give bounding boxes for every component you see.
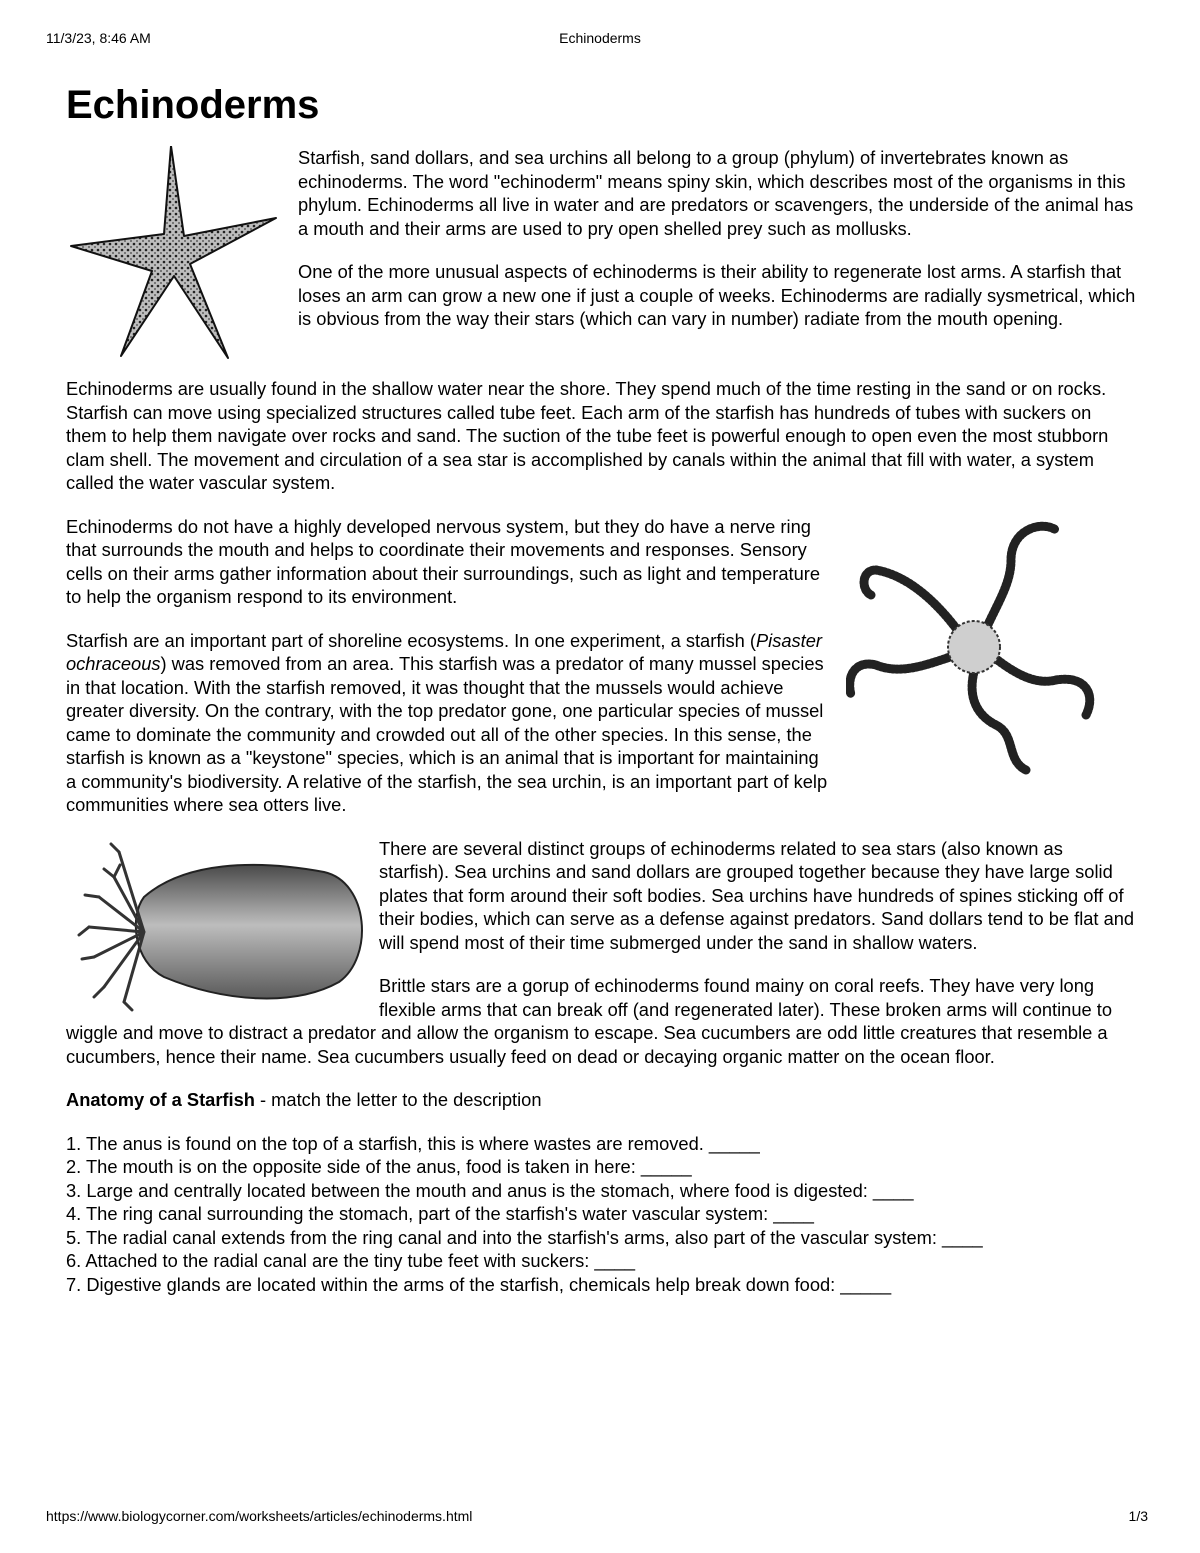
anatomy-question-list (66, 1132, 1136, 1297)
question-item: 4. The ring canal surrounding the stomach, part of the starfish's water vascular system: ____ (66, 1203, 814, 1224)
print-footer-url: https://www.biologycorner.com/worksheets/articles/echinoderms.html (46, 1508, 473, 1524)
keystone-text-b: ) was removed from an area. This starfish was a predator of many mussel species in that location. With the starfish removed, it was thought that the mussels would achieve greater diversity. On the contrary, with the top predator gone, one particular species of mussel came to dominate the community and crowded out all of the other species. In this sense, the starfish is known as a "keystone" species, which is an animal that is important for maintaining a community's biodiversity. A relative of the starfish, the sea urchin, is an important part of kelp communities where sea otters live. (66, 653, 828, 815)
species-name: Pisaster ochraceous (66, 629, 822, 674)
starfish-illustration (66, 146, 286, 371)
paragraph-regeneration: One of the more unusual aspects of echinoderms is their ability to regenerate lost arms. A starfish that loses an arm can grow a new one if just a couple of weeks. Echinoderms are radially sysmetrical, which is obvious from the way their stars (which can vary in number) radiate from the mouth opening. (298, 261, 1136, 329)
paragraph-habitat: Echinoderms are usually found in the shallow water near the shore. They spend much of the time resting in the sand or on rocks. Starfish can move using specialized structures called tube feet. Each arm of the starfish has hundreds of tubes with suckers on them to help them navigate over rocks and sand. The suction of the tube feet is powerful enough to open even the most stubborn clam shell. The movement and circulation of a sea star is accomplished by canals within the animal that fill with water, a system called the water vascular system. (66, 378, 1109, 493)
brittle-star-illustration (846, 515, 1136, 785)
anatomy-task (66, 1088, 1136, 1112)
print-header-datetime: 11/3/23, 8:46 AM (46, 30, 151, 46)
paragraph-nervous-system: Echinoderms do not have a highly developed nervous system, but they do have a nerve ring that surrounds the mouth and helps to coordinate their movements and responses. Sensory cells on their arms gather information about their surroundings, such as light and temperature to help the organism respond to its environment. (66, 515, 820, 607)
print-footer-page-number: 1/3 (1128, 1508, 1148, 1524)
question-item: 3. Large and centrally located between the mouth and anus is the stomach, where food is digested: ____ (66, 1179, 914, 1201)
anatomy-instruction: - match the letter to the description (254, 1089, 542, 1110)
paragraph-brittle-stars: Brittle stars are a gorup of echinoderms found mainy on coral reefs. They have very long flexible arms that can break off (and regenerated later). These broken arms will continue to wiggle and move to distract a predator and allow the organism to escape. Sea cucumbers are odd little creatures that resemble a cucumbers, hence their name. Sea cucumbers usually feed on dead or decaying organic matter on the ocean floor. (66, 975, 1112, 1067)
page-title: Echinoderms (66, 83, 320, 127)
question-item: 1. The anus is found on the top of a starfish, this is where wastes are removed. _____ (66, 1132, 760, 1154)
keystone-text-a: Starfish are an important part of shoreline ecosystems. In one experiment, a starfish ( (66, 629, 756, 651)
question-item: 5. The radial canal extends from the ring canal and into the starfish's arms, also part of the vascular system: ____ (66, 1226, 983, 1248)
question-item: 7. Digestive glands are located within the arms of the starfish, chemicals help break down food: _____ (66, 1273, 892, 1295)
paragraph-groups: There are several distinct groups of echinoderms related to sea stars (also known as starfish). Sea urchins and sand dollars are grouped together because they have large solid plates that form around their soft bodies. Sea urchins have hundreds of spines sticking off of their bodies, which can serve as a defense against predators. Sand dollars tend to be flat and will spend most of their time submerged under the sand in shallow waters. (379, 837, 1135, 953)
question-item: 6. Attached to the radial canal are the tiny tube feet with suckers: ____ (66, 1250, 636, 1271)
question-item: 2. The mouth is on the opposite side of the anus, food is taken in here: _____ (66, 1156, 692, 1177)
print-header-title: Echinoderms (559, 30, 641, 46)
article (66, 80, 1136, 1296)
anatomy-heading: Anatomy of a Starfish (66, 1089, 255, 1110)
sea-cucumber-illustration (74, 837, 369, 1012)
paragraph-intro: Starfish, sand dollars, and sea urchins all belong to a group (phylum) of invertebrates known as echinoderms. The word "echinoderm" means spiny skin, which describes most of the organisms in this phylum. Echinoderms all live in water and are predators or scavengers, the underside of the animal has a mouth and their arms are used to pry open shelled prey such as mollusks. (298, 147, 1134, 239)
